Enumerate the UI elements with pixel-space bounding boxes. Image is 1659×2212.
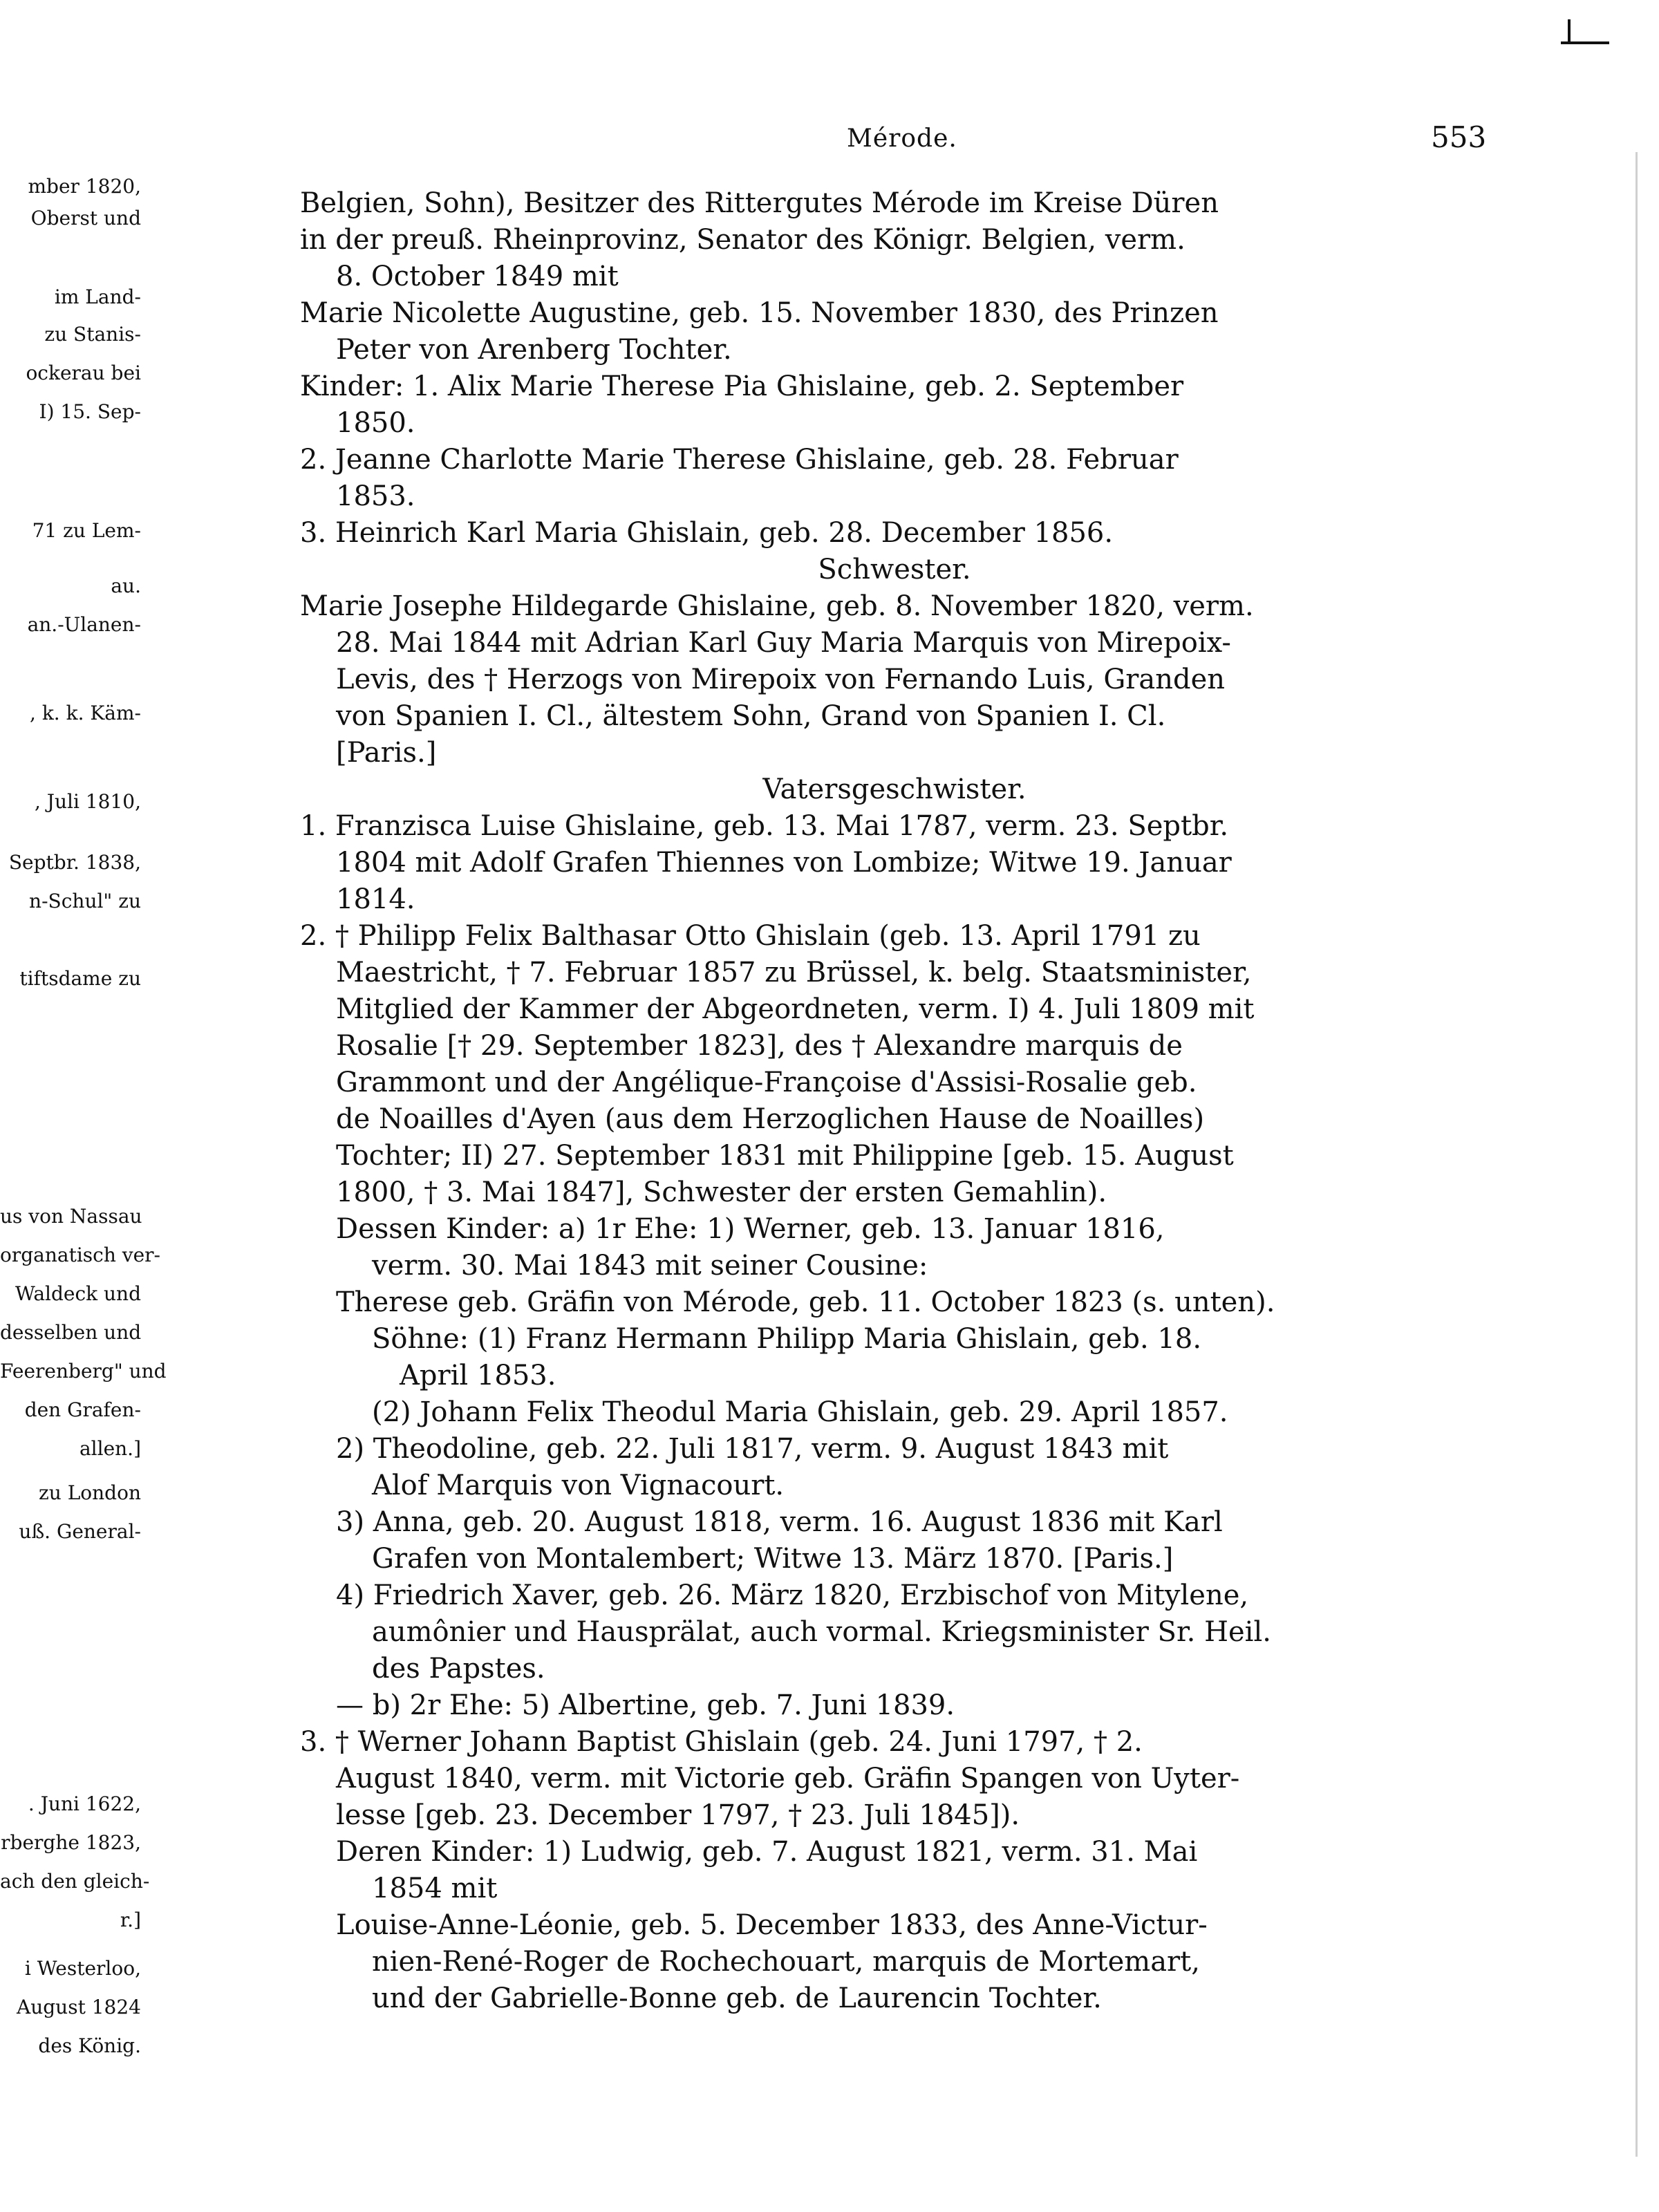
margin-fragment: rberghe 1823,	[1, 1831, 141, 1854]
text-line: August 1840, verm. mit Victorie geb. Gräfin Spangen von Uyter-	[336, 1763, 1240, 1794]
text-line: 28. Mai 1844 mit Adrian Karl Guy Maria Marquis von Mirepoix-	[336, 627, 1231, 659]
text-line: Grammont und der Angélique-Françoise d'Assisi-Rosalie geb.	[336, 1067, 1197, 1098]
text-line: Levis, des † Herzogs von Mirepoix von Fernando Luis, Granden	[336, 664, 1226, 695]
text-line: 1. Franzisca Luise Ghislaine, geb. 13. Mai 1787, verm. 23. Septbr.	[300, 810, 1229, 842]
text-line: Deren Kinder: 1) Ludwig, geb. 7. August 1821, verm. 31. Mai	[336, 1836, 1198, 1868]
text-line: des Papstes.	[372, 1653, 545, 1685]
text-line: 3. † Werner Johann Baptist Ghislain (geb. 24. Juni 1797, † 2.	[300, 1726, 1143, 1758]
text-line: 1850.	[336, 407, 415, 439]
margin-fragment: im Land-	[54, 285, 141, 308]
margin-fragment: den Grafen-	[24, 1398, 141, 1421]
text-line: 2) Theodoline, geb. 22. Juli 1817, verm. 9. August 1843 mit	[336, 1433, 1169, 1465]
text-line: Rosalie [† 29. September 1823], des † Alexandre marquis de	[336, 1030, 1183, 1062]
text-line: lesse [geb. 23. December 1797, † 23. Juli 1845]).	[336, 1799, 1020, 1831]
margin-fragment: desselben und	[0, 1321, 142, 1344]
margin-fragment: an.-Ulanen-	[27, 613, 141, 636]
facing-page-margin	[0, 0, 167, 2212]
text-line: 1814.	[336, 883, 415, 915]
text-line: Louise-Anne-Léonie, geb. 5. December 1833, des Anne-Victur-	[336, 1909, 1208, 1941]
margin-fragment: 71 zu Lem-	[32, 519, 141, 542]
entry-text	[300, 185, 1489, 2017]
margin-fragment: tiftsdame zu	[19, 967, 141, 990]
text-line: 3) Anna, geb. 20. August 1818, verm. 16. August 1836 mit Karl	[336, 1506, 1223, 1538]
text-line: de Noailles d'Ayen (aus dem Herzoglichen Hause de Noailles)	[336, 1103, 1205, 1135]
margin-fragment: organatisch ver-	[0, 1244, 161, 1266]
section-heading: Vatersgeschwister.	[762, 774, 1027, 805]
text-line: Mitglied der Kammer der Abgeordneten, verm. I) 4. Juli 1809 mit	[336, 993, 1255, 1025]
text-line: Kinder: 1. Alix Marie Therese Pia Ghislaine, geb. 2. September	[300, 371, 1184, 402]
text-line: (2) Johann Felix Theodul Maria Ghislain, geb. 29. April 1857.	[372, 1396, 1228, 1428]
margin-fragment: r.]	[120, 1909, 141, 1931]
text-line: Dessen Kinder: a) 1r Ehe: 1) Werner, geb. 13. Januar 1816,	[336, 1213, 1165, 1245]
text-line: Alof Marquis von Vignacourt.	[372, 1470, 785, 1501]
text-line: verm. 30. Mai 1843 mit seiner Cousine:	[372, 1250, 928, 1282]
margin-fragment: Septbr. 1838,	[8, 851, 141, 874]
running-head: Mérode.	[847, 124, 957, 153]
margin-fragment: us von Nassau	[0, 1205, 142, 1228]
margin-fragment: n-Schul" zu	[29, 890, 141, 912]
margin-fragment: i Westerloo,	[24, 1957, 141, 1980]
text-line: von Spanien I. Cl., ältestem Sohn, Grand von Spanien I. Cl.	[336, 700, 1166, 732]
section-heading: Schwester.	[818, 554, 971, 585]
margin-fragment: , Juli 1810,	[34, 790, 141, 813]
text-line: nien-René-Roger de Rochechouart, marquis de Mortemart,	[372, 1946, 1200, 1978]
text-line: aumônier und Hausprälat, auch vormal. Kriegsminister Sr. Heil.	[372, 1616, 1271, 1648]
text-line: Tochter; II) 27. September 1831 mit Philippine [geb. 15. August	[336, 1140, 1234, 1172]
text-line: Söhne: (1) Franz Hermann Philipp Maria Ghislain, geb. 18.	[372, 1323, 1202, 1355]
margin-fragment: August 1824	[17, 1996, 141, 2018]
margin-fragment: des König.	[38, 2034, 141, 2057]
margin-fragment: I) 15. Sep-	[39, 400, 141, 423]
text-line: [Paris.]	[336, 737, 437, 769]
margin-fragment: Feerenberg" und	[0, 1360, 167, 1382]
text-line: Maestricht, † 7. Februar 1857 zu Brüssel, k. belg. Staatsminister,	[336, 957, 1252, 988]
text-line: Marie Josephe Hildegarde Ghislaine, geb. 8. November 1820, verm.	[300, 590, 1254, 622]
margin-fragment: uß. General-	[19, 1520, 141, 1543]
text-line: 1804 mit Adolf Grafen Thiennes von Lombize; Witwe 19. Januar	[336, 847, 1232, 879]
margin-fragment: , k. k. Käm-	[30, 702, 141, 724]
margin-fragment: Waldeck und	[15, 1282, 141, 1305]
text-line: Therese geb. Gräfin von Mérode, geb. 11. October 1823 (s. unten).	[336, 1286, 1275, 1318]
margin-fragment: ach den gleich-	[0, 1870, 150, 1893]
text-line: 2. † Philipp Felix Balthasar Otto Ghislain (geb. 13. April 1791 zu	[300, 920, 1201, 952]
text-line: Belgien, Sohn), Besitzer des Rittergutes Mérode im Kreise Düren	[300, 187, 1219, 219]
margin-fragment: ockerau bei	[26, 362, 141, 384]
margin-fragment: mber 1820,	[28, 175, 141, 198]
margin-fragment: allen.]	[79, 1437, 141, 1460]
text-line: April 1853.	[400, 1360, 556, 1391]
text-line: 1800, † 3. Mai 1847], Schwester der ersten Gemahlin).	[336, 1177, 1107, 1208]
page-edge-shadow	[1635, 152, 1638, 2157]
text-line: 3. Heinrich Karl Maria Ghislain, geb. 28. December 1856.	[300, 517, 1114, 549]
text-line: 1853.	[336, 480, 415, 512]
text-line: und der Gabrielle-Bonne geb. de Laurencin Tochter.	[372, 1983, 1102, 2014]
text-line: 1854 mit	[372, 1873, 498, 1904]
text-line: 8. October 1849 mit	[336, 261, 619, 292]
corner-tick	[1568, 19, 1571, 43]
text-line: — b) 2r Ehe: 5) Albertine, geb. 7. Juni 1839.	[336, 1689, 955, 1721]
text-line: in der preuß. Rheinprovinz, Senator des Königr. Belgien, verm.	[300, 224, 1185, 256]
margin-fragment: zu Stanis-	[44, 323, 141, 346]
margin-fragment: . Juni 1622,	[28, 1792, 141, 1815]
margin-fragment: au.	[111, 574, 141, 597]
margin-fragment: Oberst und	[30, 207, 141, 229]
page-number: 553	[1431, 120, 1487, 154]
text-line: Peter von Arenberg Tochter.	[336, 334, 732, 366]
text-line: Marie Nicolette Augustine, geb. 15. November 1830, des Prinzen	[300, 297, 1219, 329]
margin-fragment: zu London	[39, 1481, 141, 1504]
text-line: 4) Friedrich Xaver, geb. 26. März 1820, Erzbischof von Mitylene,	[336, 1580, 1249, 1611]
text-line: 2. Jeanne Charlotte Marie Therese Ghislaine, geb. 28. Februar	[300, 444, 1179, 476]
text-line: Grafen von Montalembert; Witwe 13. März 1870. [Paris.]	[372, 1543, 1174, 1575]
